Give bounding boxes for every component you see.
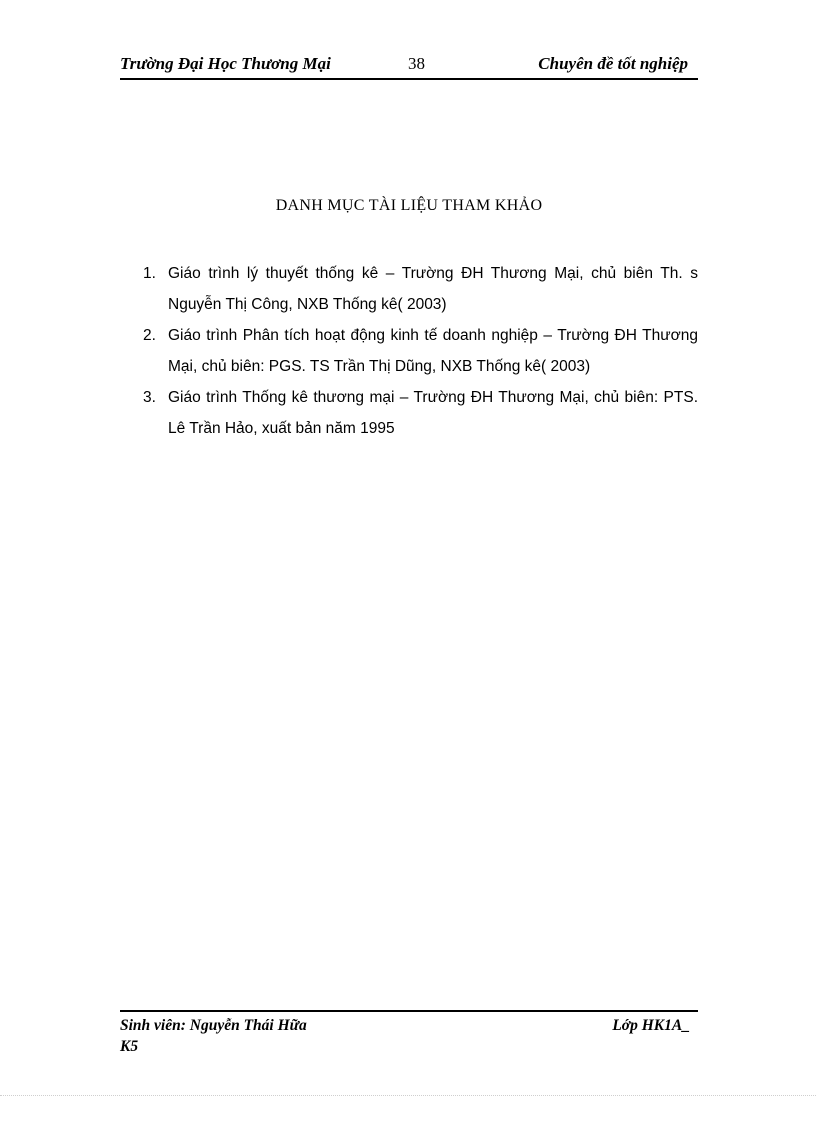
page-title: DANH MỤC TÀI LIỆU THAM KHẢO	[275, 197, 543, 214]
reference-text: Giáo trình lý thuyết thống kê – Trường ĐH Thương Mại, chủ biên Th. s Nguyễn Thị Công, NXB Thống kê( 2003)	[168, 265, 698, 313]
reference-number: 1.	[143, 265, 156, 282]
reference-number: 3.	[143, 389, 156, 406]
footer-class: Lớp HK1A_	[612, 1017, 690, 1034]
header-doc-type: Chuyên đề tốt nghiệp	[538, 54, 688, 73]
header-school: Trường Đại Học Thương Mại	[120, 54, 331, 73]
page-footer	[120, 1010, 698, 1055]
footer-student: Sinh viên: Nguyễn Thái Hữa	[120, 1017, 307, 1034]
footer-cohort: K5	[120, 1038, 139, 1055]
header-page-number: 38	[408, 54, 425, 73]
page-bottom-divider	[0, 1095, 816, 1096]
reference-list	[143, 258, 698, 444]
reference-item	[143, 320, 698, 382]
reference-text: Giáo trình Phân tích hoạt động kinh tế doanh nghiệp – Trường ĐH Thương Mại, chủ biên: PGS. TS Trần Thị Dũng, NXB Thống kê( 2003)	[168, 327, 698, 375]
reference-item	[143, 258, 698, 320]
reference-text: Giáo trình Thống kê thương mại – Trường ĐH Thương Mại, chủ biên: PTS. Lê Trần Hảo, xuất bản năm 1995	[168, 389, 698, 437]
reference-item	[143, 382, 698, 444]
reference-number: 2.	[143, 327, 156, 344]
page-header	[120, 50, 698, 80]
